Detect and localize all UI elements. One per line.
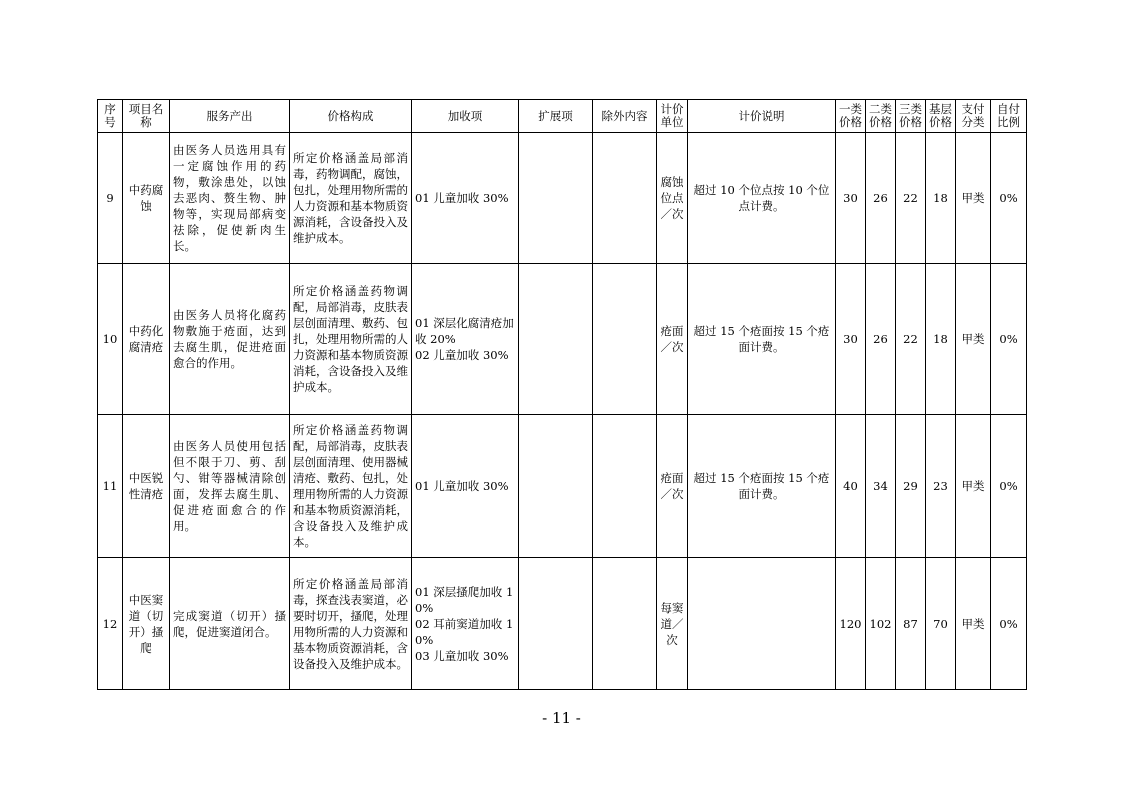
cell-name: 中药化腐清疮 bbox=[123, 264, 170, 415]
cell-service: 由医务人员选用具有一定腐蚀作用的药物，敷涂患处，以蚀去恶肉、赘生物、肿物等，实现局部病变祛除，促使新肉生长。 bbox=[170, 133, 290, 264]
cell-pay-class: 甲类 bbox=[956, 558, 991, 690]
header-price-2: 二类价格 bbox=[866, 100, 896, 133]
header-price-1: 一类价格 bbox=[836, 100, 866, 133]
cell-exclusion bbox=[593, 558, 657, 690]
cell-price-2: 102 bbox=[866, 558, 896, 690]
cell-composition: 所定价格涵盖药物调配，局部消毒，皮肤表层创面清理、使用器械清疮、敷药、包扎，处理用物所需的人力资源和基本物质资源消耗，含设备投入及维护成本。 bbox=[290, 415, 412, 558]
cell-price-1: 40 bbox=[836, 415, 866, 558]
header-pay-class: 支付分类 bbox=[956, 100, 991, 133]
header-no: 序号 bbox=[98, 100, 123, 133]
header-price-3: 三类价格 bbox=[896, 100, 926, 133]
cell-exclusion bbox=[593, 415, 657, 558]
header-row bbox=[98, 100, 1027, 133]
cell-composition: 所定价格涵盖局部消毒，药物调配，腐蚀，包扎，处理用物所需的人力资源和基本物质资源消耗，含设备投入及维护成本。 bbox=[290, 133, 412, 264]
header-self-ratio: 自付比例 bbox=[991, 100, 1027, 133]
cell-service: 完成窦道（切开）搔爬，促进窦道闭合。 bbox=[170, 558, 290, 690]
cell-self-ratio: 0% bbox=[991, 264, 1027, 415]
cell-price-1: 30 bbox=[836, 133, 866, 264]
cell-service: 由医务人员使用包括但不限于刀、剪、刮勺、钳等器械清除创面，发挥去腐生肌、促进疮面愈合的作用。 bbox=[170, 415, 290, 558]
cell-surcharge: 01 儿童加收 30% bbox=[412, 133, 519, 264]
cell-price-base: 18 bbox=[926, 133, 956, 264]
cell-note: 超过 10 个位点按 10 个位点计费。 bbox=[688, 133, 836, 264]
table-row bbox=[98, 558, 1027, 690]
cell-surcharge: 01 深层搔爬加收 10% 02 耳前窦道加收 10% 03 儿童加收 30% bbox=[412, 558, 519, 690]
cell-unit: 腐蚀位点／次 bbox=[657, 133, 688, 264]
header-note: 计价说明 bbox=[688, 100, 836, 133]
cell-extension bbox=[519, 558, 593, 690]
cell-unit: 疮面／次 bbox=[657, 415, 688, 558]
pricing-table bbox=[97, 99, 1027, 690]
cell-self-ratio: 0% bbox=[991, 558, 1027, 690]
cell-price-2: 34 bbox=[866, 415, 896, 558]
header-surcharge: 加收项 bbox=[412, 100, 519, 133]
cell-price-3: 29 bbox=[896, 415, 926, 558]
cell-extension bbox=[519, 264, 593, 415]
cell-price-3: 87 bbox=[896, 558, 926, 690]
cell-no: 11 bbox=[98, 415, 123, 558]
cell-price-base: 70 bbox=[926, 558, 956, 690]
cell-note: 超过 15 个疮面按 15 个疮面计费。 bbox=[688, 415, 836, 558]
page-number: - 11 - bbox=[542, 709, 581, 727]
cell-pay-class: 甲类 bbox=[956, 415, 991, 558]
cell-surcharge: 01 儿童加收 30% bbox=[412, 415, 519, 558]
cell-price-base: 18 bbox=[926, 264, 956, 415]
cell-price-2: 26 bbox=[866, 133, 896, 264]
table-row bbox=[98, 264, 1027, 415]
cell-price-2: 26 bbox=[866, 264, 896, 415]
header-composition: 价格构成 bbox=[290, 100, 412, 133]
cell-self-ratio: 0% bbox=[991, 415, 1027, 558]
header-price-base: 基层价格 bbox=[926, 100, 956, 133]
header-exclusion: 除外内容 bbox=[593, 100, 657, 133]
cell-self-ratio: 0% bbox=[991, 133, 1027, 264]
cell-price-base: 23 bbox=[926, 415, 956, 558]
cell-extension bbox=[519, 415, 593, 558]
header-name: 项目名称 bbox=[123, 100, 170, 133]
cell-price-3: 22 bbox=[896, 133, 926, 264]
cell-note bbox=[688, 558, 836, 690]
cell-unit: 每窦道／次 bbox=[657, 558, 688, 690]
cell-composition: 所定价格涵盖局部消毒，探查浅表窦道，必要时切开，搔爬，处理用物所需的人力资源和基本物质资源消耗，含设备投入及维护成本。 bbox=[290, 558, 412, 690]
header-extension: 扩展项 bbox=[519, 100, 593, 133]
header-unit: 计价单位 bbox=[657, 100, 688, 133]
cell-no: 9 bbox=[98, 133, 123, 264]
header-service: 服务产出 bbox=[170, 100, 290, 133]
cell-composition: 所定价格涵盖药物调配，局部消毒，皮肤表层创面清理、敷药、包扎，处理用物所需的人力资源和基本物质资源消耗，含设备投入及维护成本。 bbox=[290, 264, 412, 415]
table-row bbox=[98, 415, 1027, 558]
cell-no: 10 bbox=[98, 264, 123, 415]
cell-pay-class: 甲类 bbox=[956, 133, 991, 264]
cell-name: 中药腐蚀 bbox=[123, 133, 170, 264]
cell-extension bbox=[519, 133, 593, 264]
cell-price-1: 120 bbox=[836, 558, 866, 690]
cell-note: 超过 15 个疮面按 15 个疮面计费。 bbox=[688, 264, 836, 415]
cell-price-1: 30 bbox=[836, 264, 866, 415]
table-row bbox=[98, 133, 1027, 264]
cell-price-3: 22 bbox=[896, 264, 926, 415]
cell-unit: 疮面／次 bbox=[657, 264, 688, 415]
cell-name: 中医窦道（切开）搔爬 bbox=[123, 558, 170, 690]
cell-exclusion bbox=[593, 133, 657, 264]
cell-service: 由医务人员将化腐药物敷施于疮面，达到去腐生肌，促进疮面愈合的作用。 bbox=[170, 264, 290, 415]
cell-exclusion bbox=[593, 264, 657, 415]
cell-name: 中医锐性清疮 bbox=[123, 415, 170, 558]
cell-surcharge: 01 深层化腐清疮加收 20% 02 儿童加收 30% bbox=[412, 264, 519, 415]
cell-no: 12 bbox=[98, 558, 123, 690]
cell-pay-class: 甲类 bbox=[956, 264, 991, 415]
